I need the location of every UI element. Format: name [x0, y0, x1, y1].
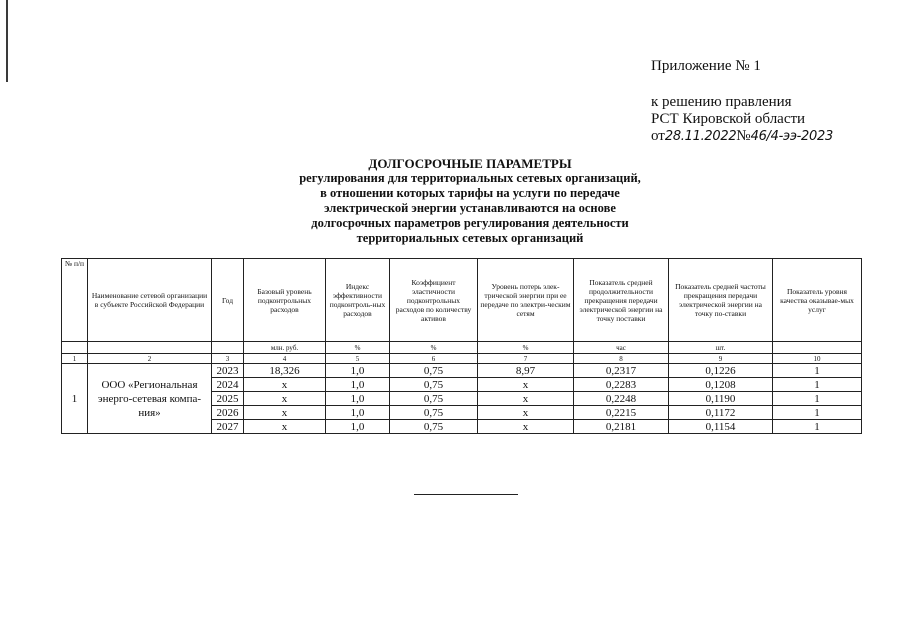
- decision-reference: [651, 94, 833, 145]
- scan-edge-line: [6, 0, 8, 82]
- base-cost-cell: х: [244, 420, 326, 434]
- decision-no-sign: №: [736, 128, 751, 144]
- elasticity-cell: 0,75: [390, 392, 478, 406]
- quality-cell: 1: [773, 420, 862, 434]
- header-cell: Показатель средней продолжительности прекращения передачи электрической энергии на точку поставки: [574, 259, 669, 342]
- duration-cell: 0,2215: [574, 406, 669, 420]
- decision-from: от: [651, 128, 665, 144]
- decision-number: 46/4-ээ-2023: [750, 129, 833, 144]
- unit-cell: [62, 342, 88, 354]
- year-cell: 2025: [212, 392, 244, 406]
- unit-cell: час: [574, 342, 669, 354]
- appendix-number: Приложение № 1: [651, 58, 761, 74]
- column-number: 8: [574, 354, 669, 364]
- elasticity-cell: 0,75: [390, 420, 478, 434]
- unit-cell: %: [390, 342, 478, 354]
- loss-cell: 8,97: [478, 364, 574, 378]
- base-cost-cell: х: [244, 378, 326, 392]
- column-number: 7: [478, 354, 574, 364]
- frequency-cell: 0,1172: [669, 406, 773, 420]
- quality-cell: 1: [773, 378, 862, 392]
- duration-cell: 0,2317: [574, 364, 669, 378]
- column-number: 3: [212, 354, 244, 364]
- title-line-5: долгосрочных параметров регулирования деятельности: [311, 216, 629, 230]
- quality-cell: 1: [773, 392, 862, 406]
- duration-cell: 0,2181: [574, 420, 669, 434]
- quality-cell: 1: [773, 406, 862, 420]
- header-cell: Показатель средней частоты прекращения передачи электрической энергии на точку по-ставки: [669, 259, 773, 342]
- unit-cell: [212, 342, 244, 354]
- title-line-3: в отношении которых тарифы на услуги по передаче: [320, 186, 620, 200]
- column-number: 6: [390, 354, 478, 364]
- parameters-table: [61, 258, 862, 434]
- unit-cell: [88, 342, 212, 354]
- column-number-row: [62, 354, 862, 364]
- column-number: 10: [773, 354, 862, 364]
- decision-line-2: РСТ Кировской области: [651, 111, 806, 127]
- title-line-6: территориальных сетевых организаций: [356, 231, 584, 245]
- column-number: 1: [62, 354, 88, 364]
- efficiency-cell: 1,0: [326, 406, 390, 420]
- header-cell: Индекс эффективности подконтроль-ных расходов: [326, 259, 390, 342]
- efficiency-cell: 1,0: [326, 420, 390, 434]
- title-line-2: регулирования для территориальных сетевых организаций,: [299, 171, 641, 185]
- base-cost-cell: 18,326: [244, 364, 326, 378]
- table-header-row: [62, 259, 862, 342]
- decision-line-1: к решению правления: [651, 94, 792, 110]
- footer-divider: [414, 494, 518, 495]
- column-number: 9: [669, 354, 773, 364]
- elasticity-cell: 0,75: [390, 378, 478, 392]
- unit-cell: шт.: [669, 342, 773, 354]
- elasticity-cell: 0,75: [390, 364, 478, 378]
- frequency-cell: 0,1226: [669, 364, 773, 378]
- document-title: [250, 156, 690, 246]
- efficiency-cell: 1,0: [326, 392, 390, 406]
- column-number: 2: [88, 354, 212, 364]
- loss-cell: х: [478, 420, 574, 434]
- frequency-cell: 0,1208: [669, 378, 773, 392]
- decision-line-3: [651, 128, 833, 145]
- header-cell: Наименование сетевой организации в субъекте Российской Федерации: [88, 259, 212, 342]
- org-index: 1: [62, 364, 88, 434]
- header-cell: Базовый уровень подконтрольных расходов: [244, 259, 326, 342]
- column-number: 5: [326, 354, 390, 364]
- loss-cell: х: [478, 378, 574, 392]
- frequency-cell: 0,1154: [669, 420, 773, 434]
- loss-cell: х: [478, 392, 574, 406]
- column-number: 4: [244, 354, 326, 364]
- table-row: [62, 364, 862, 378]
- base-cost-cell: х: [244, 406, 326, 420]
- duration-cell: 0,2248: [574, 392, 669, 406]
- elasticity-cell: 0,75: [390, 406, 478, 420]
- year-cell: 2027: [212, 420, 244, 434]
- unit-cell: млн. руб.: [244, 342, 326, 354]
- base-cost-cell: х: [244, 392, 326, 406]
- org-name: ООО «Региональная энерго-сетевая компа-ния»: [88, 364, 212, 434]
- year-cell: 2026: [212, 406, 244, 420]
- unit-cell: %: [478, 342, 574, 354]
- units-row: [62, 342, 862, 354]
- decision-date: 28.11.2022: [664, 129, 737, 144]
- header-cell: Показатель уровня качества оказывае-мых услуг: [773, 259, 862, 342]
- header-cell: № п/п: [62, 259, 88, 342]
- year-cell: 2024: [212, 378, 244, 392]
- frequency-cell: 0,1190: [669, 392, 773, 406]
- header-cell: Коэффициент эластичности подконтрольных расходов по количеству активов: [390, 259, 478, 342]
- year-cell: 2023: [212, 364, 244, 378]
- unit-cell: %: [326, 342, 390, 354]
- title-line-1: ДОЛГОСРОЧНЫЕ ПАРАМЕТРЫ: [368, 156, 572, 171]
- efficiency-cell: 1,0: [326, 364, 390, 378]
- quality-cell: 1: [773, 364, 862, 378]
- efficiency-cell: 1,0: [326, 378, 390, 392]
- loss-cell: х: [478, 406, 574, 420]
- duration-cell: 0,2283: [574, 378, 669, 392]
- header-cell: Уровень потерь элек-трической энергии при ее передаче по электри-ческим сетям: [478, 259, 574, 342]
- header-cell: Год: [212, 259, 244, 342]
- unit-cell: [773, 342, 862, 354]
- title-line-4: электрической энергии устанавливаются на основе: [324, 201, 616, 215]
